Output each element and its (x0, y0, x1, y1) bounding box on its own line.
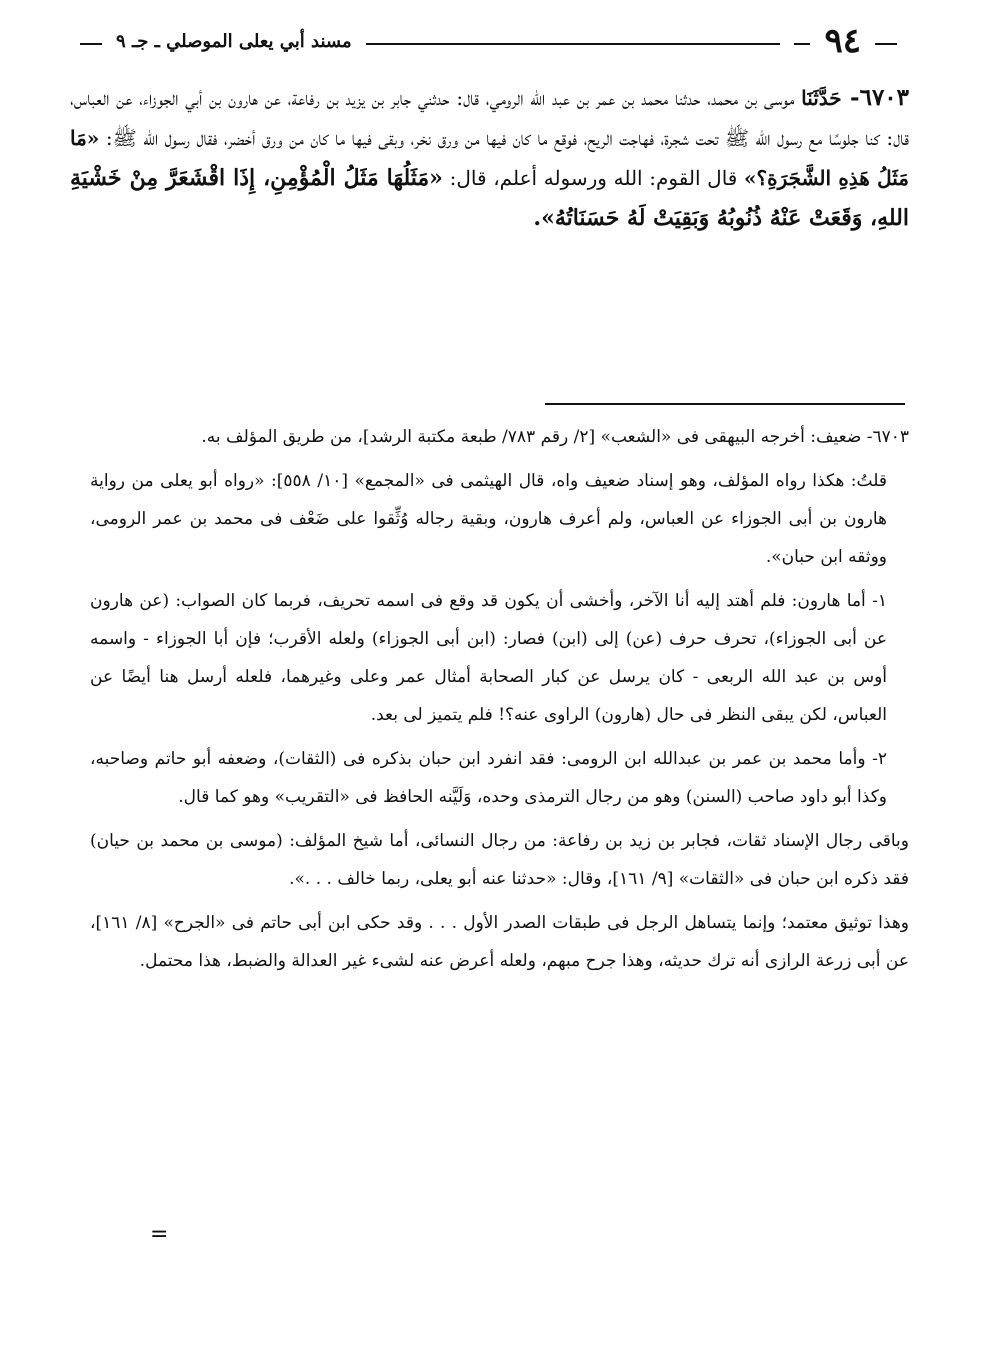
continuation-mark: = (150, 1222, 169, 1247)
hadith-response: قال القوم: الله ورسوله أعلم، قال: (449, 166, 738, 190)
footnote-point-1: ١- أما هارون: فلم أهتد إليه أنا الآخر، وأخشى أن يكون قد وقع فى اسمه تحريف، فربما كان الصواب: (عن هارون عن أبى الجوزاء)، تحرف حرف (عن) إلى (ابن) فصار: (ابن أبى الجوزاء) ولعله الأقرب؛ فإن أبا الجوزاء - واسمه أوس بن عبد الله الربعى - كان يرسل عن كبار الصحابة أمثال عمر وعلى وغيرهما، فلعله أرسل هنا أيضًا عن العباس، لكن يبقى النظر فى حال (هارون) الراوى عنه؟! فلم يتميز لى بعد. (90, 591, 887, 725)
hadith-lead: حَدَّثَنَا (801, 86, 842, 110)
footnote-point-2: ٢- وأما محمد بن عمر بن عبدالله ابن الرومى: فقد انفرد ابن حبان بذكره فى (الثقات)، وضعفه أبو حاتم وصاحبه، وكذا أبو داود صاحب (السنن) وهو من رجال الترمذى وحده، وَلَيَّنه الحافظ فى «التقريب» وهو كما قال. (90, 749, 887, 807)
footnotes (90, 418, 909, 986)
book-title: مسند أبي يعلى الموصلي ـ جـ ٩ (116, 30, 352, 52)
hadith-text: ٦٧٠٣- حَدَّثَنَا موسى بن محمد، حدثنا محمد بن عمر بن عبد الله الرومي، قال: حدثني جابر بن يزيد بن رفاعة، عن هارون بن أبي الجوزاء، عن العباس، قال: كنا جلوسًا مع رسول الله ﷺ تحت شجرة، فهاجت الريح، فوقع ما كان فيها من ورق نخر، وبقى فيها ما كان من ورق أخضر، فقال رسول الله ﷺ: «مَا مَثَلُ هَذِهِ الشَّجَرَةِ؟» قال القوم: الله ورسوله أعلم، قال: «مَثَلُهَا مَثَلُ الْمُؤْمِنِ، إِذَا اقْشَعَرَّ مِنْ خَشْيَةِ اللهِ، وَقَعَتْ عَنْهُ ذُنُوبُهُ وَبَقِيَتْ لَهُ حَسَنَاتُهُ». (70, 84, 910, 231)
hadith-matn: «مَثَلُهَا مَثَلُ الْمُؤْمِنِ، إِذَا اقْشَعَرَّ مِنْ خَشْيَةِ اللهِ، وَقَعَتْ عَنْهُ ذُنُوبُهُ وَبَقِيَتْ لَهُ حَسَنَاتُهُ». (70, 165, 909, 231)
header-dash (80, 43, 102, 45)
header-dash (875, 43, 897, 45)
footnote-final: وهذا توثيق معتمد؛ وإنما يتساهل الرجل فى طبقات الصدر الأول . . . وقد حكى ابن أبى حاتم فى «الجرح» [٨/ ١٦١]، عن أبى زرعة الرازى أنه ترك حديثه، وهذا جرح مبهم، ولعله أعرض عنه لشىء غير العدالة والضبط، هذا محتمل. (90, 913, 909, 971)
header-rule (366, 43, 781, 45)
footnote-takhrij: ٦٧٠٣- ضعيف: أخرجه البيهقى فى «الشعب» [٢/ رقم ٧٨٣/ طبعة مكتبة الرشد]، من طريق المؤلف به. (201, 427, 909, 447)
hadith-number: ٦٧٠٣ (859, 84, 910, 111)
footnote-qultu: قلتُ: هكذا رواه المؤلف، وهو إسناد ضعيف واه، قال الهيثمى فى «المجمع» [١٠/ ٥٥٨]: «رواه أبو يعلى من رواية هارون بن أبى الجوزاء عن العباس، ولم أعرف هارون، وبقية رجاله وُثِّقوا على ضَعْف فى محمد بن عمر الرومى، ووثقه ابن حبان». (90, 471, 887, 567)
footnote-separator (545, 403, 905, 405)
page-header (80, 18, 897, 64)
page-number: ٩٤ (824, 21, 861, 61)
hadith-question: «مَا مَثَلُ هَذِهِ الشَّجَرَةِ؟» (70, 126, 910, 190)
hadith-isnad: موسى بن محمد، حدثنا محمد بن عمر بن عبد الله الرومي، قال: حدثني جابر بن يزيد بن رفاعة، عن هارون بن أبي الجوزاء، عن العباس، قال: كنا جلوسًا مع رسول الله ﷺ تحت شجرة، فهاجت الريح، فوقع ما كان فيها من ورق نخر، وبقى فيها ما كان من ورق أخضر، فقال رسول الله ﷺ: (70, 86, 910, 150)
header-dash (794, 43, 810, 45)
footnote-rest: وباقى رجال الإسناد ثقات، فجابر بن زيد بن رفاعة: من رجال النسائى، أما شيخ المؤلف: (موسى بن محمد بن حيان) فقد ذكره ابن حبان فى «الثقات» [٩/ ١٦١]، وقال: «حدثنا عنه أبو يعلى، ربما خالف . . .». (90, 831, 909, 889)
